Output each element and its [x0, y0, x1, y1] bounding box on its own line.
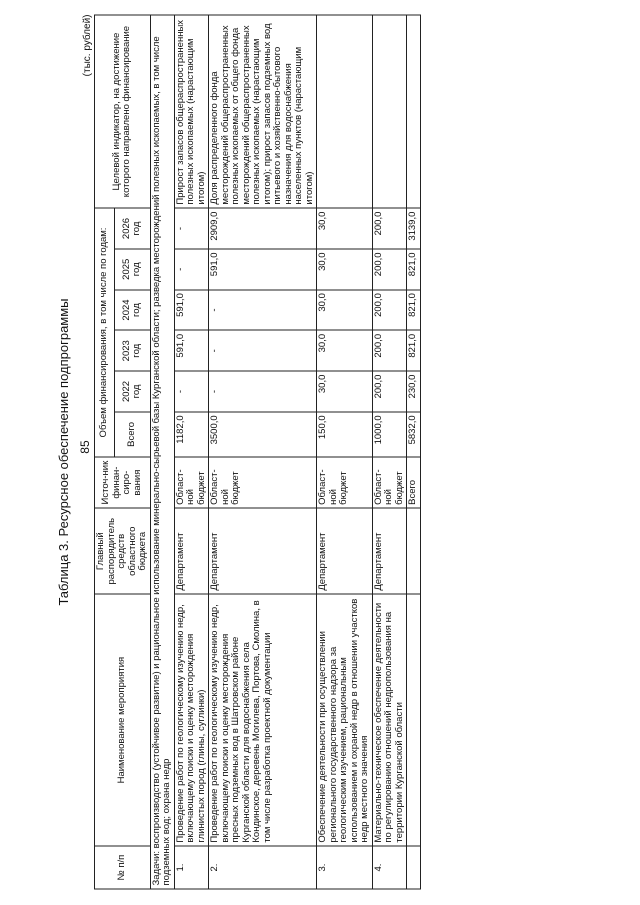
row-total: 1182,0	[174, 412, 209, 457]
row-target	[372, 15, 407, 208]
row-source: Област-ной бюджет	[174, 457, 209, 508]
row-executor: Департамент	[209, 508, 317, 594]
row-num: 2.	[209, 846, 317, 889]
row-2025: 30,0	[317, 249, 373, 290]
totals-row	[407, 15, 421, 889]
totals-label: Всего	[407, 457, 421, 508]
rotated-page	[56, 14, 580, 890]
row-target: Прирост запасов общераспространенных полезных ископаемых (нарастающим итогом)	[174, 15, 209, 208]
row-2025: 591,0	[209, 249, 317, 290]
row-2024: 30,0	[317, 290, 373, 331]
row-2022: 30,0	[317, 371, 373, 412]
row-2023: 30,0	[317, 330, 373, 371]
header-num: № п/п	[95, 846, 151, 889]
header-source: Источ-ник финан-сиро-вания	[95, 457, 151, 508]
header-row	[95, 15, 115, 889]
row-2024: 591,0	[174, 290, 209, 331]
row-2022: -	[209, 371, 317, 412]
row-num: 1.	[174, 846, 209, 889]
row-2022: -	[174, 371, 209, 412]
tasks-text: Задачи: воспроизводство (устойчивое развитие) и рациональное использование минерально-сырьевой базы Курганской области; разведка месторождений полезных ископаемых, в том числе подземных вод; охрана недр	[150, 15, 174, 889]
row-total: 150,0	[317, 412, 373, 457]
header-executor: Главный распорядитель средств областного бюджета	[95, 508, 151, 594]
totals-empty-target	[407, 15, 421, 208]
totals-2025: 821,0	[407, 249, 421, 290]
header-total: Всего	[114, 412, 150, 457]
row-2024: 200,0	[372, 290, 407, 331]
row-name: Материально-техническое обеспечение деятельности по регулированию отношений недропользования на территории Курганской области	[372, 594, 407, 846]
row-executor: Департамент	[317, 508, 373, 594]
row-2026: -	[174, 208, 209, 249]
totals-2024: 821,0	[407, 290, 421, 331]
row-2025: -	[174, 249, 209, 290]
page-number: 85	[78, 440, 92, 454]
row-2026: 2909,0	[209, 208, 317, 249]
header-2025: 2025 год	[114, 249, 150, 290]
header-target: Целевой индикатор, на достижение которого направлено финансирование	[95, 15, 151, 208]
row-target: Доля распределенного фонда месторождений общераспространенных полезных ископаемых от общего фонда месторождений общераспространенных полезных ископаемых (нарастающим итогом); прирост запасов подземных вод питьевого и хозяйственно-бытового назначения для водоснабжения населенных пунктов (нарастающим итогом)	[209, 15, 317, 208]
table-row	[209, 15, 317, 889]
row-2023: 591,0	[174, 330, 209, 371]
row-executor: Департамент	[372, 508, 407, 594]
totals-2023: 821,0	[407, 330, 421, 371]
totals-empty-num	[407, 846, 421, 889]
header-2022: 2022 год	[114, 371, 150, 412]
row-2024: -	[209, 290, 317, 331]
table-row	[174, 15, 209, 889]
row-name: Обеспечение деятельности при осуществлении регионального государственного надзора за геологическим изучением, рациональным использованием и охраной недр в отношении участков недр местного значения	[317, 594, 373, 846]
tasks-row	[150, 15, 174, 889]
row-2026: 200,0	[372, 208, 407, 249]
row-2026: 30,0	[317, 208, 373, 249]
row-total: 1000,0	[372, 412, 407, 457]
row-2023: -	[209, 330, 317, 371]
row-2022: 200,0	[372, 371, 407, 412]
row-2025: 200,0	[372, 249, 407, 290]
header-2024: 2024 год	[114, 290, 150, 331]
row-source: Област-ной бюджет	[317, 457, 373, 508]
row-num: 4.	[372, 846, 407, 889]
totals-2026: 3139,0	[407, 208, 421, 249]
header-2023: 2023 год	[114, 330, 150, 371]
row-total: 3500,0	[209, 412, 317, 457]
row-2023: 200,0	[372, 330, 407, 371]
table-title: Таблица 3. Ресурсное обеспечение подпрограммы	[56, 298, 71, 606]
totals-empty-name	[407, 594, 421, 846]
units-note: (тыс. рублей)	[82, 14, 93, 77]
row-name: Проведение работ по геологическому изучению недр, включающему поиски и оценку месторождения пресных подземных вод в Шатровском районе Курганской области для водоснабжения села Кондинское, деревень Могилева, Портова, Смолина, в том числе разработка проектной документации	[209, 594, 317, 846]
row-name: Проведение работ по геологическому изучению недр, включающему поиски и оценку месторождения глинистых пород (глины, суглинки)	[174, 594, 209, 846]
header-volume: Объем финансирования, в том числе по годам:	[95, 208, 115, 457]
table-row	[317, 15, 373, 889]
row-target	[317, 15, 373, 208]
row-source: Област-ной бюджет	[209, 457, 317, 508]
header-name: Наименование мероприятия	[95, 594, 151, 846]
totals-total: 5832,0	[407, 412, 421, 457]
resource-table	[94, 15, 421, 890]
totals-2022: 230,0	[407, 371, 421, 412]
table-row	[372, 15, 407, 889]
totals-empty-executor	[407, 508, 421, 594]
row-source: Област-ной бюджет	[372, 457, 407, 508]
header-2026: 2026 год	[114, 208, 150, 249]
row-executor: Департамент	[174, 508, 209, 594]
row-num: 3.	[317, 846, 373, 889]
